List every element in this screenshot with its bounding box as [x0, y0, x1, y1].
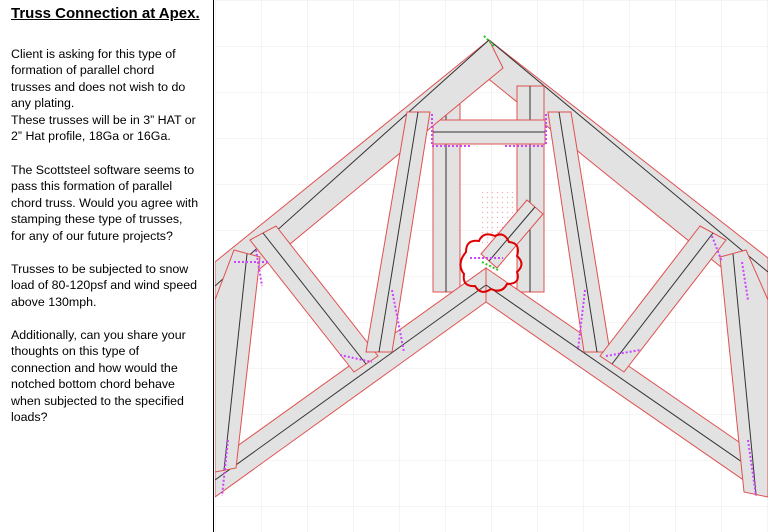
paragraph-request [11, 46, 209, 144]
text-line: 2” Hat profile, 18Ga or 16Ga. [11, 129, 171, 144]
paragraph-question [11, 327, 209, 425]
text-line: above 130mph. [11, 294, 97, 309]
text-line: any plating. [11, 96, 75, 111]
text-line: notched bottom chord behave [11, 377, 175, 392]
text-line: trusses and does not wish to do [11, 79, 186, 94]
text-line: The Scottsteel software seems to [11, 163, 195, 177]
text-line: load of 80-120psf and wind speed [11, 278, 197, 293]
description-panel [0, 0, 214, 532]
truss-drawing [215, 0, 768, 532]
paragraph-loads [11, 261, 209, 310]
text-line: formation of parallel chord [11, 63, 155, 78]
text-line: when subjected to the specified [11, 393, 184, 408]
text-line: connection and how would the [11, 360, 178, 375]
text-line: Trusses to be subjected to snow [11, 262, 189, 276]
text-line: chord truss. Would you agree with [11, 195, 199, 210]
text-line: These trusses will be in 3” HAT or [11, 112, 196, 127]
text-line: loads? [11, 410, 48, 425]
text-line: Client is asking for this type of [11, 47, 176, 61]
text-line: Additionally, can you share your [11, 328, 186, 342]
text-line: thoughts on this type of [11, 344, 140, 359]
apex-collar-tie [433, 120, 545, 144]
page-title: Truss Connection at Apex. [11, 5, 200, 22]
text-line: stamping these type of trusses, [11, 212, 183, 227]
text-line: for any of our future projects? [11, 228, 173, 243]
paragraph-software [11, 162, 209, 244]
text-line: pass this formation of parallel [11, 179, 173, 194]
